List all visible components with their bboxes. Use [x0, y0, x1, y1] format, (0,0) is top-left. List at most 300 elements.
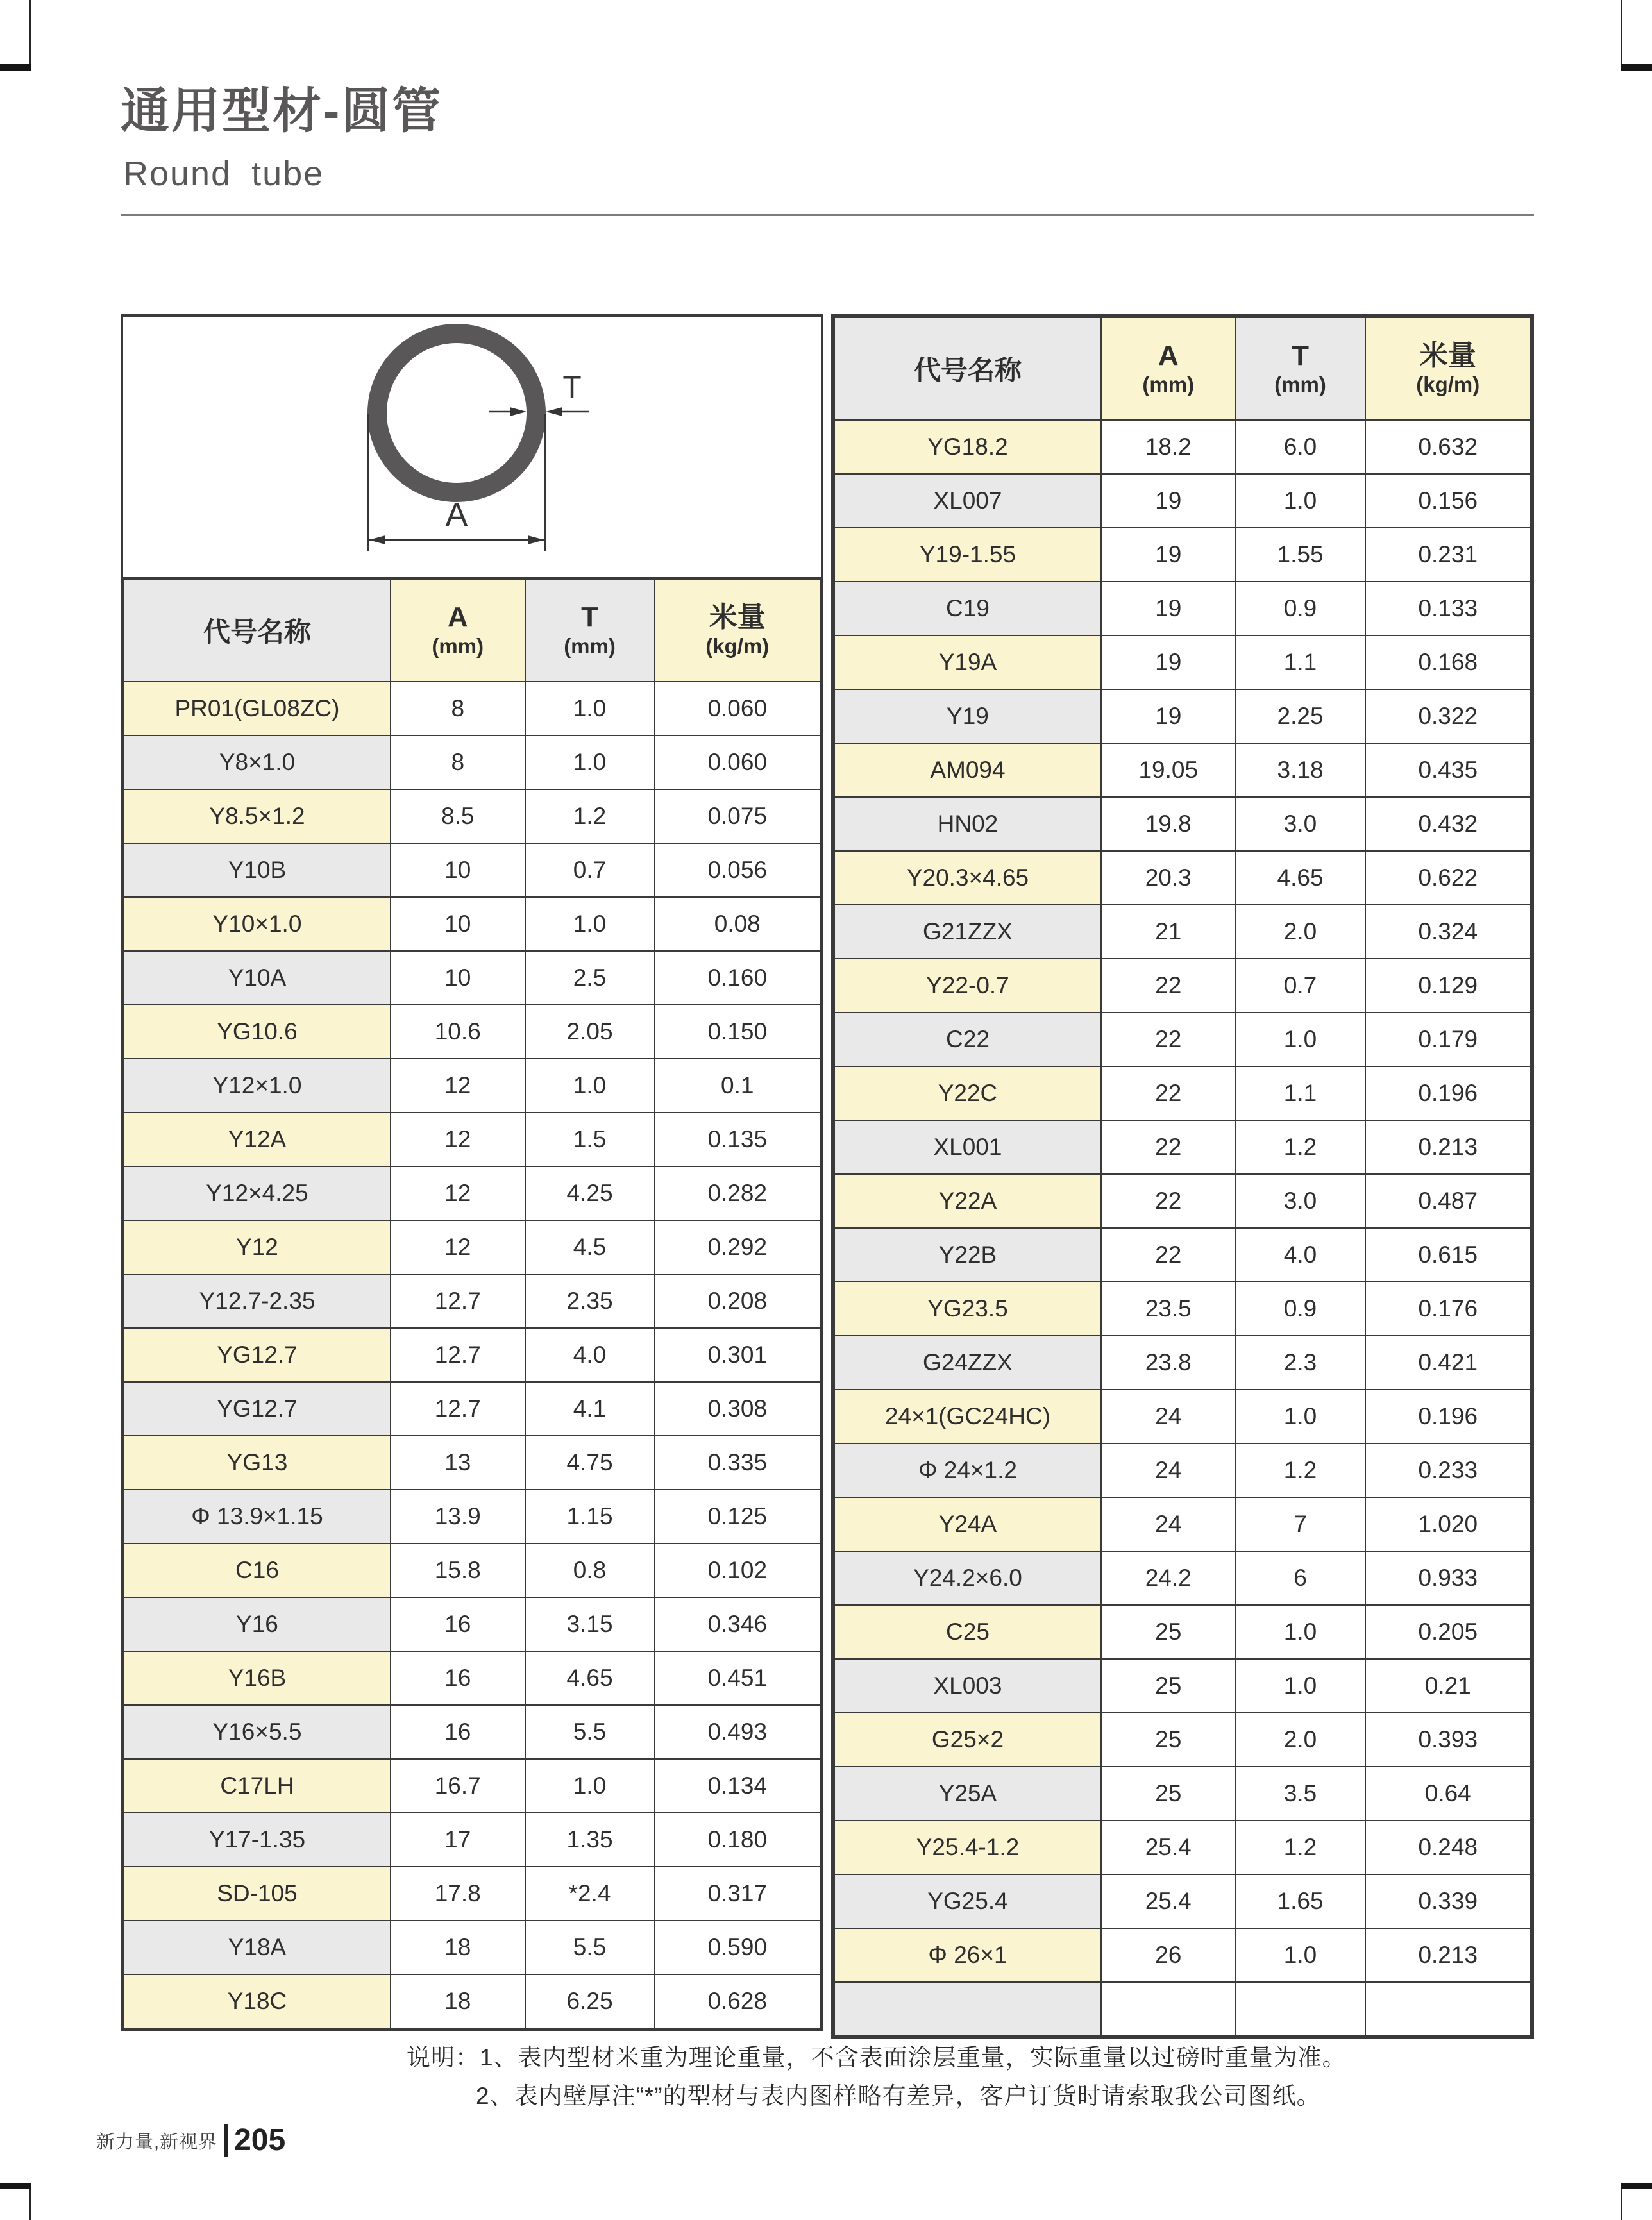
table-row	[834, 1605, 1531, 1659]
value-cell: 1.1	[1236, 1066, 1365, 1120]
value-cell: 25	[1101, 1767, 1236, 1821]
value-cell: 0.628	[655, 1974, 820, 2028]
value-cell: 0.056	[655, 843, 820, 897]
profile-code-cell: YG10.6	[124, 1005, 391, 1059]
value-cell: 0.435	[1365, 743, 1531, 797]
column-header-code: 代号名称	[834, 317, 1101, 420]
profile-code-cell: Y19	[834, 689, 1101, 743]
crop-mark-top-left-bar	[0, 64, 31, 71]
column-header-weight: 米量 (kg/m)	[655, 579, 820, 682]
table-row	[124, 736, 820, 789]
value-cell: 1.0	[525, 736, 655, 789]
crop-mark-bottom-right-bar	[1621, 2183, 1652, 2189]
value-cell: 3.5	[1236, 1767, 1365, 1821]
profile-code-cell: Y10A	[124, 951, 391, 1005]
right-spec-panel	[831, 314, 1534, 2039]
profile-code-cell: Y16×5.5	[124, 1705, 391, 1759]
value-cell: 0.156	[1365, 474, 1531, 528]
value-cell: 0.632	[1365, 420, 1531, 474]
value-cell	[1236, 1982, 1365, 2036]
value-cell: 16.7	[391, 1759, 525, 1813]
profile-code-cell: YG25.4	[834, 1874, 1101, 1928]
value-cell: 6.0	[1236, 420, 1365, 474]
value-cell: 8	[391, 682, 525, 736]
tube-cross-section-diagram	[123, 317, 821, 578]
value-cell: 2.25	[1236, 689, 1365, 743]
profile-code-cell: YG12.7	[124, 1382, 391, 1436]
value-cell: 0.393	[1365, 1713, 1531, 1767]
table-row	[834, 420, 1531, 474]
value-cell: 18.2	[1101, 420, 1236, 474]
column-header-a: A (mm)	[391, 579, 525, 682]
value-cell: 12	[391, 1059, 525, 1113]
value-cell: 0.150	[655, 1005, 820, 1059]
value-cell: 25	[1101, 1659, 1236, 1713]
value-cell: 12	[391, 1113, 525, 1166]
value-cell: 0.1	[655, 1059, 820, 1113]
value-cell: 0.135	[655, 1113, 820, 1166]
value-cell: 0.7	[525, 843, 655, 897]
value-cell: 12.7	[391, 1274, 525, 1328]
value-cell: 18	[391, 1921, 525, 1974]
value-cell: 22	[1101, 1174, 1236, 1228]
value-cell: 19	[1101, 582, 1236, 635]
profile-code-cell: G21ZZX	[834, 905, 1101, 959]
table-row	[834, 1874, 1531, 1928]
value-cell: 1.5	[525, 1113, 655, 1166]
value-cell: 0.308	[655, 1382, 820, 1436]
profile-code-cell: Y8.5×1.2	[124, 789, 391, 843]
table-row	[124, 1274, 820, 1328]
value-cell: 24	[1101, 1497, 1236, 1551]
value-cell: 16	[391, 1705, 525, 1759]
value-cell: 3.18	[1236, 743, 1365, 797]
value-cell: 0.933	[1365, 1551, 1531, 1605]
profile-code-cell: XL007	[834, 474, 1101, 528]
value-cell: 1.0	[525, 682, 655, 736]
crop-mark-bottom-right-line	[1621, 2189, 1622, 2220]
table-row	[834, 1390, 1531, 1443]
value-cell: 0.432	[1365, 797, 1531, 851]
value-cell: 4.1	[525, 1382, 655, 1436]
profile-code-cell: Y12A	[124, 1113, 391, 1166]
value-cell: *2.4	[525, 1867, 655, 1921]
table-row	[834, 1767, 1531, 1821]
profile-code-cell: YG23.5	[834, 1282, 1101, 1336]
value-cell: 4.0	[525, 1328, 655, 1382]
table-row	[834, 582, 1531, 635]
value-cell: 19	[1101, 474, 1236, 528]
value-cell: 0.421	[1365, 1336, 1531, 1390]
value-cell: 0.324	[1365, 905, 1531, 959]
profile-code-cell: Y17-1.35	[124, 1813, 391, 1867]
value-cell: 25	[1101, 1713, 1236, 1767]
value-cell: 4.0	[1236, 1228, 1365, 1282]
profile-code-cell: C19	[834, 582, 1101, 635]
value-cell: 0.292	[655, 1220, 820, 1274]
value-cell: 15.8	[391, 1543, 525, 1597]
value-cell: 0.208	[655, 1274, 820, 1328]
value-cell: 0.08	[655, 897, 820, 951]
value-cell: 0.129	[1365, 959, 1531, 1013]
value-cell: 5.5	[525, 1705, 655, 1759]
value-cell: 19	[1101, 635, 1236, 689]
value-cell: 0.339	[1365, 1874, 1531, 1928]
profile-code-cell: PR01(GL08ZC)	[124, 682, 391, 736]
value-cell	[1101, 1982, 1236, 2036]
value-cell: 24	[1101, 1390, 1236, 1443]
table-row	[834, 1982, 1531, 2036]
value-cell: 1.0	[1236, 1928, 1365, 1982]
value-cell: 0.8	[525, 1543, 655, 1597]
value-cell: 0.060	[655, 736, 820, 789]
table-row	[124, 1113, 820, 1166]
page-title: 通用型材-圆管	[121, 84, 443, 139]
value-cell: 0.196	[1365, 1066, 1531, 1120]
value-cell: 0.64	[1365, 1767, 1531, 1821]
value-cell: 0.282	[655, 1166, 820, 1220]
value-cell: 0.075	[655, 789, 820, 843]
note-line-1: 说明：1、表内型材米重为理论重量，不含表面涂层重量，实际重量以过磅时重量为准。	[407, 2044, 1347, 2071]
profile-code-cell: Y20.3×4.65	[834, 851, 1101, 905]
value-cell: 0.180	[655, 1813, 820, 1867]
table-row	[834, 1282, 1531, 1336]
table-row	[834, 1228, 1531, 1282]
value-cell: 0.622	[1365, 851, 1531, 905]
table-row	[834, 1336, 1531, 1390]
value-cell: 0.231	[1365, 528, 1531, 582]
page-number: 205	[224, 2124, 285, 2157]
table-row	[834, 1713, 1531, 1767]
header-row	[124, 579, 820, 682]
value-cell: 24.2	[1101, 1551, 1236, 1605]
table-row	[124, 1867, 820, 1921]
value-cell: 1.0	[525, 897, 655, 951]
value-cell: 0.213	[1365, 1928, 1531, 1982]
value-cell: 1.2	[1236, 1120, 1365, 1174]
profile-code-cell: Y10B	[124, 843, 391, 897]
value-cell: 1.65	[1236, 1874, 1365, 1928]
value-cell: 0.102	[655, 1543, 820, 1597]
value-cell: 0.317	[655, 1867, 820, 1921]
value-cell: 25.4	[1101, 1821, 1236, 1874]
value-cell: 0.196	[1365, 1390, 1531, 1443]
page-subtitle: Round tube	[123, 155, 324, 193]
profile-code-cell: YG13	[124, 1436, 391, 1490]
table-row	[834, 959, 1531, 1013]
profile-code-cell: Φ 26×1	[834, 1928, 1101, 1982]
table-row	[124, 1436, 820, 1490]
value-cell: 25	[1101, 1605, 1236, 1659]
column-header-t: T (mm)	[1236, 317, 1365, 420]
profile-code-cell: Y16	[124, 1597, 391, 1651]
crop-mark-top-right-line	[1621, 0, 1622, 64]
value-cell: 21	[1101, 905, 1236, 959]
table-row	[124, 1974, 820, 2028]
table-row	[124, 1921, 820, 1974]
table-row	[834, 689, 1531, 743]
table-row	[834, 743, 1531, 797]
table-row	[124, 1328, 820, 1382]
table-row	[834, 905, 1531, 959]
wall-thickness-label: T	[562, 371, 582, 405]
table-row	[124, 1597, 820, 1651]
table-row	[834, 1174, 1531, 1228]
value-cell: 0.451	[655, 1651, 820, 1705]
value-cell: 22	[1101, 959, 1236, 1013]
table-row	[834, 635, 1531, 689]
table-row	[834, 1013, 1531, 1066]
profile-code-cell: YG18.2	[834, 420, 1101, 474]
footer-slogan: 新力量,新视界	[96, 2132, 218, 2153]
table-row	[124, 1005, 820, 1059]
value-cell: 19.05	[1101, 743, 1236, 797]
value-cell: 26	[1101, 1928, 1236, 1982]
value-cell: 0.322	[1365, 689, 1531, 743]
value-cell: 0.213	[1365, 1120, 1531, 1174]
value-cell: 4.5	[525, 1220, 655, 1274]
value-cell: 3.15	[525, 1597, 655, 1651]
value-cell: 3.0	[1236, 1174, 1365, 1228]
profile-code-cell: C25	[834, 1605, 1101, 1659]
value-cell: 3.0	[1236, 797, 1365, 851]
value-cell: 17.8	[391, 1867, 525, 1921]
value-cell: 2.0	[1236, 905, 1365, 959]
value-cell	[1365, 1982, 1531, 2036]
value-cell: 0.205	[1365, 1605, 1531, 1659]
table-row	[834, 1120, 1531, 1174]
title-divider	[121, 214, 1534, 216]
profile-code-cell: Y22-0.7	[834, 959, 1101, 1013]
profile-code-cell: Y19-1.55	[834, 528, 1101, 582]
note-line-2: 2、表内壁厚注“*”的型材与表内图样略有差异，客户订货时请索取我公司图纸。	[476, 2083, 1321, 2109]
table-row	[124, 897, 820, 951]
value-cell: 12	[391, 1166, 525, 1220]
value-cell: 0.248	[1365, 1821, 1531, 1874]
value-cell: 1.2	[1236, 1821, 1365, 1874]
profile-code-cell: YG12.7	[124, 1328, 391, 1382]
table-row	[834, 1821, 1531, 1874]
table-row	[834, 1551, 1531, 1605]
profile-code-cell: G24ZZX	[834, 1336, 1101, 1390]
profile-code-cell: Y12×1.0	[124, 1059, 391, 1113]
round-tube-drawing	[123, 317, 821, 577]
header-row	[834, 317, 1531, 420]
table-row	[834, 1659, 1531, 1713]
value-cell: 7	[1236, 1497, 1365, 1551]
table-row	[124, 1705, 820, 1759]
value-cell: 0.9	[1236, 1282, 1365, 1336]
value-cell: 10	[391, 843, 525, 897]
table-row	[834, 1443, 1531, 1497]
column-header-a: A (mm)	[1101, 317, 1236, 420]
table-row	[124, 682, 820, 736]
crop-mark-bottom-left-line	[30, 2189, 31, 2220]
value-cell: 10.6	[391, 1005, 525, 1059]
value-cell: 6.25	[525, 1974, 655, 2028]
profile-code-cell: Φ 13.9×1.15	[124, 1490, 391, 1543]
table-row	[124, 1220, 820, 1274]
value-cell: 1.0	[525, 1059, 655, 1113]
value-cell: 22	[1101, 1066, 1236, 1120]
table-row	[124, 1059, 820, 1113]
column-header-code: 代号名称	[124, 579, 391, 682]
value-cell: 17	[391, 1813, 525, 1867]
round-tube-spec-table-left	[123, 578, 821, 2029]
value-cell: 1.2	[525, 789, 655, 843]
value-cell: 4.65	[525, 1651, 655, 1705]
value-cell: 1.1	[1236, 635, 1365, 689]
value-cell: 16	[391, 1651, 525, 1705]
value-cell: 1.020	[1365, 1497, 1531, 1551]
value-cell: 22	[1101, 1013, 1236, 1066]
table-row	[124, 789, 820, 843]
profile-code-cell: Y22C	[834, 1066, 1101, 1120]
value-cell: 0.487	[1365, 1174, 1531, 1228]
profile-code-cell: C22	[834, 1013, 1101, 1066]
profile-code-cell: Y18A	[124, 1921, 391, 1974]
profile-code-cell: XL003	[834, 1659, 1101, 1713]
value-cell: 0.9	[1236, 582, 1365, 635]
value-cell: 5.5	[525, 1921, 655, 1974]
value-cell: 0.21	[1365, 1659, 1531, 1713]
value-cell: 2.05	[525, 1005, 655, 1059]
value-cell: 10	[391, 897, 525, 951]
profile-code-cell: Φ 24×1.2	[834, 1443, 1101, 1497]
value-cell: 2.0	[1236, 1713, 1365, 1767]
crop-mark-top-left-line	[30, 0, 31, 64]
table-row	[834, 851, 1531, 905]
value-cell: 13.9	[391, 1490, 525, 1543]
value-cell: 19	[1101, 528, 1236, 582]
value-cell: 0.160	[655, 951, 820, 1005]
value-cell: 23.5	[1101, 1282, 1236, 1336]
profile-code-cell: C17LH	[124, 1759, 391, 1813]
value-cell: 13	[391, 1436, 525, 1490]
table-row	[124, 1759, 820, 1813]
value-cell: 24	[1101, 1443, 1236, 1497]
value-cell: 1.35	[525, 1813, 655, 1867]
value-cell: 0.233	[1365, 1443, 1531, 1497]
crop-mark-bottom-left-bar	[0, 2183, 31, 2189]
profile-code-cell: Y18C	[124, 1974, 391, 2028]
value-cell: 2.3	[1236, 1336, 1365, 1390]
value-cell: 1.0	[1236, 1605, 1365, 1659]
value-cell: 4.25	[525, 1166, 655, 1220]
profile-code-cell: Y10×1.0	[124, 897, 391, 951]
value-cell: 0.176	[1365, 1282, 1531, 1336]
table-row	[124, 951, 820, 1005]
column-header-weight: 米量 (kg/m)	[1365, 317, 1531, 420]
profile-code-cell: Y12.7-2.35	[124, 1274, 391, 1328]
value-cell: 1.15	[525, 1490, 655, 1543]
page-footer	[96, 2124, 285, 2157]
value-cell: 1.0	[1236, 1659, 1365, 1713]
table-row	[124, 1382, 820, 1436]
table-row	[834, 1928, 1531, 1982]
value-cell: 10	[391, 951, 525, 1005]
value-cell: 0.179	[1365, 1013, 1531, 1066]
value-cell: 1.0	[1236, 1013, 1365, 1066]
value-cell: 4.65	[1236, 851, 1365, 905]
profile-code-cell: Y12	[124, 1220, 391, 1274]
table-row	[834, 1066, 1531, 1120]
value-cell: 18	[391, 1974, 525, 2028]
profile-code-cell: Y19A	[834, 635, 1101, 689]
profile-code-cell: Y24.2×6.0	[834, 1551, 1101, 1605]
table-row	[124, 1490, 820, 1543]
table-row	[124, 1166, 820, 1220]
round-tube-spec-table-right	[834, 317, 1531, 2037]
value-cell: 8.5	[391, 789, 525, 843]
value-cell: 1.55	[1236, 528, 1365, 582]
profile-code-cell: G25×2	[834, 1713, 1101, 1767]
value-cell: 6	[1236, 1551, 1365, 1605]
value-cell: 2.5	[525, 951, 655, 1005]
value-cell: 16	[391, 1597, 525, 1651]
table-row	[124, 1651, 820, 1705]
table-row	[834, 528, 1531, 582]
value-cell: 12	[391, 1220, 525, 1274]
value-cell: 0.168	[1365, 635, 1531, 689]
value-cell: 0.590	[655, 1921, 820, 1974]
value-cell: 4.75	[525, 1436, 655, 1490]
column-header-t: T (mm)	[525, 579, 655, 682]
value-cell: 8	[391, 736, 525, 789]
value-cell: 2.35	[525, 1274, 655, 1328]
crop-mark-top-right-bar	[1621, 64, 1652, 71]
profile-code-cell: Y22A	[834, 1174, 1101, 1228]
value-cell: 12.7	[391, 1382, 525, 1436]
profile-code-cell	[834, 1982, 1101, 2036]
profile-code-cell: Y25.4-1.2	[834, 1821, 1101, 1874]
value-cell: 0.615	[1365, 1228, 1531, 1282]
profile-code-cell: HN02	[834, 797, 1101, 851]
value-cell: 0.346	[655, 1597, 820, 1651]
profile-code-cell: 24×1(GC24HC)	[834, 1390, 1101, 1443]
value-cell: 0.134	[655, 1759, 820, 1813]
profile-code-cell: SD-105	[124, 1867, 391, 1921]
table-row	[834, 1497, 1531, 1551]
table-row	[124, 1813, 820, 1867]
value-cell: 25.4	[1101, 1874, 1236, 1928]
profile-code-cell: Y12×4.25	[124, 1166, 391, 1220]
value-cell: 23.8	[1101, 1336, 1236, 1390]
table-row	[124, 843, 820, 897]
value-cell: 1.0	[1236, 1390, 1365, 1443]
table-row	[124, 1543, 820, 1597]
value-cell: 19.8	[1101, 797, 1236, 851]
profile-code-cell: Y25A	[834, 1767, 1101, 1821]
value-cell: 0.7	[1236, 959, 1365, 1013]
value-cell: 0.335	[655, 1436, 820, 1490]
value-cell: 0.060	[655, 682, 820, 736]
profile-code-cell: C16	[124, 1543, 391, 1597]
profile-code-cell: XL001	[834, 1120, 1101, 1174]
profile-code-cell: Y24A	[834, 1497, 1101, 1551]
value-cell: 12.7	[391, 1328, 525, 1382]
value-cell: 0.301	[655, 1328, 820, 1382]
outer-diameter-label: A	[445, 496, 468, 534]
value-cell: 20.3	[1101, 851, 1236, 905]
profile-code-cell: Y8×1.0	[124, 736, 391, 789]
value-cell: 1.0	[1236, 474, 1365, 528]
profile-code-cell: AM094	[834, 743, 1101, 797]
value-cell: 19	[1101, 689, 1236, 743]
value-cell: 0.493	[655, 1705, 820, 1759]
value-cell: 0.133	[1365, 582, 1531, 635]
table-row	[834, 797, 1531, 851]
